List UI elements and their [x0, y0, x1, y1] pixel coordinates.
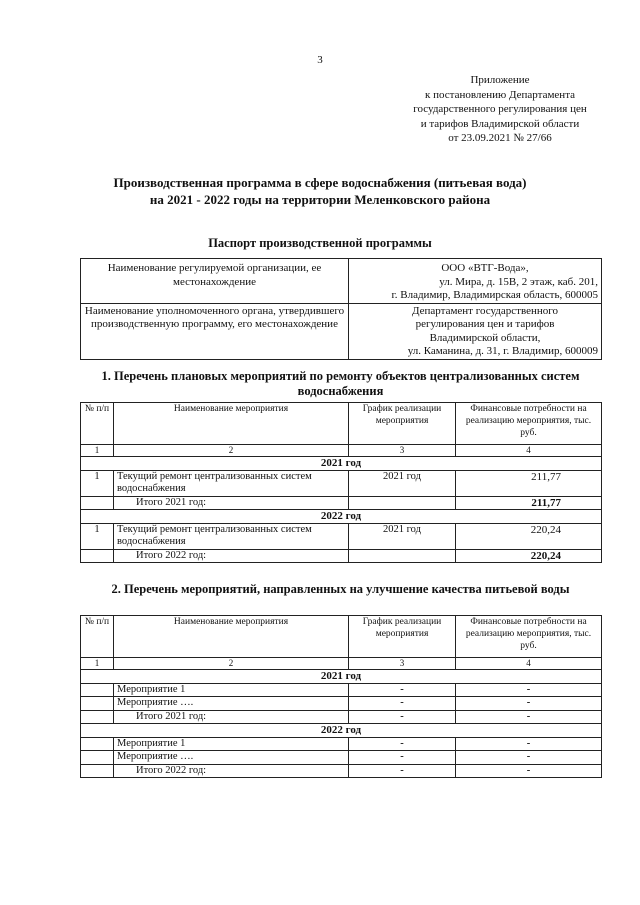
row-schedule: -: [349, 751, 456, 765]
total-label: Итого 2022 год:: [114, 549, 349, 563]
total-value: -: [456, 710, 602, 724]
row-schedule: -: [349, 737, 456, 751]
index-cell: 3: [349, 445, 456, 457]
row-value: 220,24: [456, 523, 602, 549]
year-row: [81, 670, 602, 684]
repair-plan-table: [80, 402, 602, 563]
passport-value: [349, 259, 602, 304]
total-schedule: -: [349, 764, 456, 778]
empty-cell: [81, 751, 114, 765]
page-number: 3: [317, 54, 323, 66]
empty-cell: [81, 697, 114, 711]
year-label: 2021 год: [81, 457, 602, 471]
table-row: [81, 751, 602, 765]
authority-name: Владимирской области,: [429, 331, 541, 344]
row-value: -: [456, 683, 602, 697]
index-cell: 1: [81, 445, 114, 457]
header-finance: Финансовые потребности на реализацию мероприятия, тыс. руб.: [456, 403, 602, 445]
table-row: [81, 697, 602, 711]
row-name: Мероприятие ….: [114, 751, 349, 765]
passport-value: [349, 303, 602, 359]
row-schedule: -: [349, 697, 456, 711]
total-schedule: -: [349, 710, 456, 724]
total-row: [81, 549, 602, 563]
quality-measures-table: [80, 615, 602, 778]
year-row: [81, 457, 602, 471]
empty-cell: [81, 710, 114, 724]
row-schedule: -: [349, 683, 456, 697]
empty-cell: [81, 496, 114, 510]
index-cell: 4: [456, 658, 602, 670]
total-row: [81, 710, 602, 724]
empty-cell: [81, 683, 114, 697]
title-line: на 2021 - 2022 годы на территории Меленковского района: [149, 192, 491, 207]
total-value: 220,24: [456, 549, 602, 563]
empty-cell: [81, 764, 114, 778]
table-row: [81, 523, 602, 549]
passport-title: Паспорт производственной программы: [208, 236, 432, 250]
year-label: 2022 год: [81, 724, 602, 738]
row-value: -: [456, 737, 602, 751]
total-label: Итого 2022 год:: [114, 764, 349, 778]
title-line: Производственная программа в сфере водоснабжения (питьевая вода): [113, 175, 527, 190]
org-name: ООО «ВТГ-Вода»,: [441, 262, 529, 274]
header-schedule: График реализации мероприятия: [349, 403, 456, 445]
total-label: Итого 2021 год:: [114, 496, 349, 510]
total-row: [81, 764, 602, 778]
year-row: [81, 724, 602, 738]
appendix-date: от 23.09.2021 № 27/66: [448, 132, 552, 144]
section1-title: 1. Перечень плановых мероприятий по ремонту объектов централизованных систем водоснабжения: [101, 369, 580, 398]
passport-row-organization: [81, 259, 602, 304]
table-header-row: [81, 403, 602, 445]
year-label: 2021 год: [81, 670, 602, 684]
index-cell: 4: [456, 445, 602, 457]
row-name: Текущий ремонт централизованных систем водоснабжения: [114, 470, 349, 496]
row-schedule: 2021 год: [349, 523, 456, 549]
index-row: [81, 658, 602, 670]
index-cell: 3: [349, 658, 456, 670]
authority-name: регулирования цен и тарифов: [415, 318, 555, 330]
row-value: 211,77: [456, 470, 602, 496]
row-value: -: [456, 697, 602, 711]
header-num: № п/п: [81, 616, 114, 658]
passport-label: Наименование регулируемой организации, ее местонахождение: [81, 259, 349, 304]
empty-cell: [349, 496, 456, 510]
table-row: [81, 470, 602, 496]
index-cell: 1: [81, 658, 114, 670]
passport-label: Наименование уполномоченного органа, утвердившего производственную программу, его местонахождение: [81, 303, 349, 359]
year-label: 2022 год: [81, 510, 602, 524]
total-row: [81, 496, 602, 510]
table-row: [81, 737, 602, 751]
passport-row-authority: [81, 303, 602, 359]
total-value: 211,77: [456, 496, 602, 510]
row-num: 1: [81, 470, 114, 496]
appendix-block: [370, 73, 630, 146]
appendix-line: Приложение: [470, 74, 530, 86]
document-title: [80, 174, 560, 208]
table-row: [81, 683, 602, 697]
header-schedule: График реализации мероприятия: [349, 616, 456, 658]
org-address: ул. Мира, д. 15В, 2 этаж, каб. 201,: [439, 275, 598, 288]
row-name: Мероприятие ….: [114, 697, 349, 711]
row-name: Мероприятие 1: [114, 737, 349, 751]
row-value: -: [456, 751, 602, 765]
empty-cell: [81, 549, 114, 563]
total-label: Итого 2021 год:: [114, 710, 349, 724]
org-city: г. Владимир, Владимирская область, 600005: [391, 289, 598, 301]
empty-cell: [349, 549, 456, 563]
index-cell: 2: [114, 445, 349, 457]
authority-name: Департамент государственного: [411, 304, 558, 317]
index-row: [81, 445, 602, 457]
appendix-line: к постановлению Департамента: [424, 88, 576, 101]
header-name: Наименование мероприятия: [114, 616, 349, 658]
row-name: Мероприятие 1: [114, 683, 349, 697]
table-header-row: [81, 616, 602, 658]
appendix-line: и тарифов Владимирской области: [420, 117, 580, 130]
passport-table: [80, 258, 602, 360]
header-name: Наименование мероприятия: [114, 403, 349, 445]
authority-address: ул. Каманина, д. 31, г. Владимир, 600009: [407, 345, 598, 357]
appendix-line: государственного регулирования цен: [413, 103, 587, 115]
header-num: № п/п: [81, 403, 114, 445]
index-cell: 2: [114, 658, 349, 670]
empty-cell: [81, 737, 114, 751]
header-finance: Финансовые потребности на реализацию мероприятия, тыс. руб.: [456, 616, 602, 658]
section2-title: 2. Перечень мероприятий, направленных на улучшение качества питьевой воды: [111, 582, 570, 596]
row-schedule: 2021 год: [349, 470, 456, 496]
year-row: [81, 510, 602, 524]
row-num: 1: [81, 523, 114, 549]
total-value: -: [456, 764, 602, 778]
row-name: Текущий ремонт централизованных систем водоснабжения: [114, 523, 349, 549]
